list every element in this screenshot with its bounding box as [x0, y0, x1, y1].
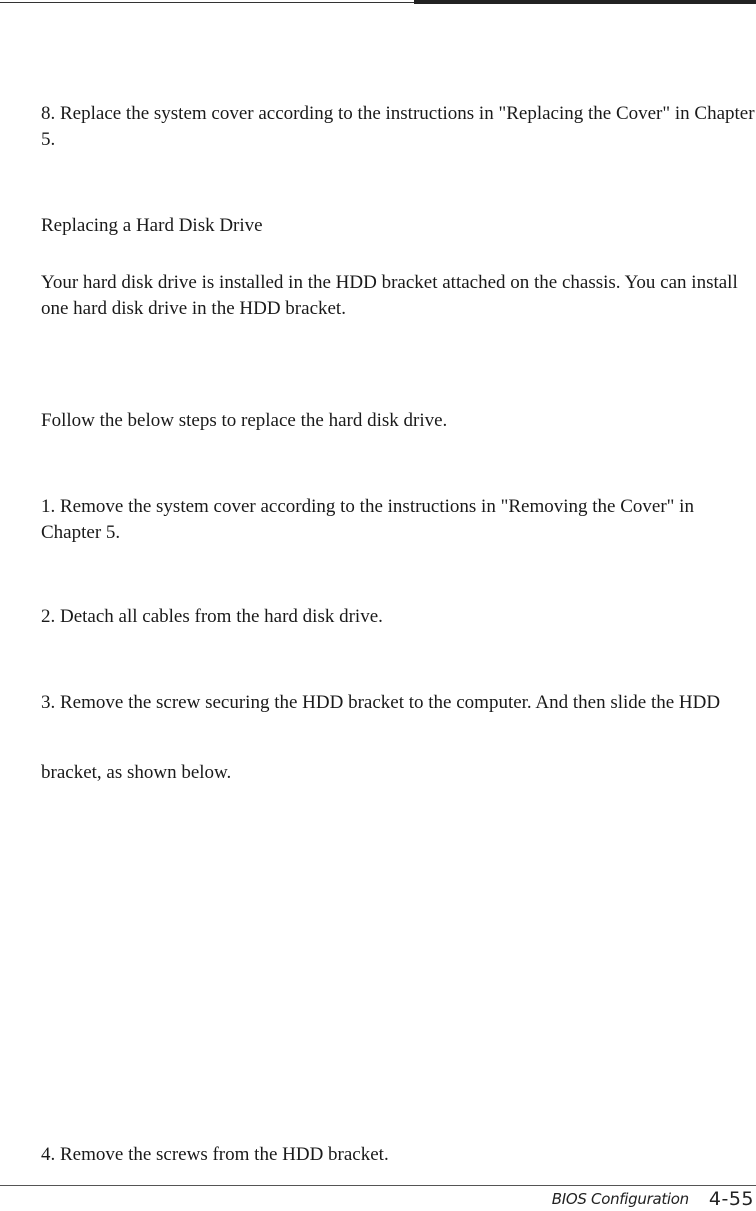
page-number: 4-55: [708, 1188, 754, 1210]
section-heading: Replacing a Hard Disk Drive: [41, 215, 263, 236]
header-rule-thin: [0, 2, 414, 3]
header-rule-thick: [414, 0, 756, 4]
page-footer: [552, 1187, 754, 1211]
intro-paragraph: Your hard disk drive is installed in the HDD bracket attached on the chassis. You can install one hard disk drive in the HDD bracket.: [41, 272, 738, 319]
step-8-paragraph: 8. Replace the system cover according to the instructions in "Replacing the Cover" in Chapter 5.: [41, 103, 755, 150]
footer-rule: [0, 1185, 756, 1186]
footer-section-title: BIOS Configuration: [551, 1190, 689, 1208]
step-1-paragraph: 1. Remove the system cover according to the instructions in "Removing the Cover" in Chapter 5.: [41, 496, 694, 543]
step-4-paragraph: 4. Remove the screws from the HDD bracket.: [41, 1144, 389, 1165]
step-2-paragraph: 2. Detach all cables from the hard disk drive.: [41, 606, 383, 627]
instructions-paragraph: Follow the below steps to replace the hard disk drive.: [41, 410, 448, 431]
step-3-continuation: bracket, as shown below.: [41, 762, 232, 783]
step-3-paragraph: 3. Remove the screw securing the HDD bracket to the computer. And then slide the HDD: [41, 692, 721, 713]
